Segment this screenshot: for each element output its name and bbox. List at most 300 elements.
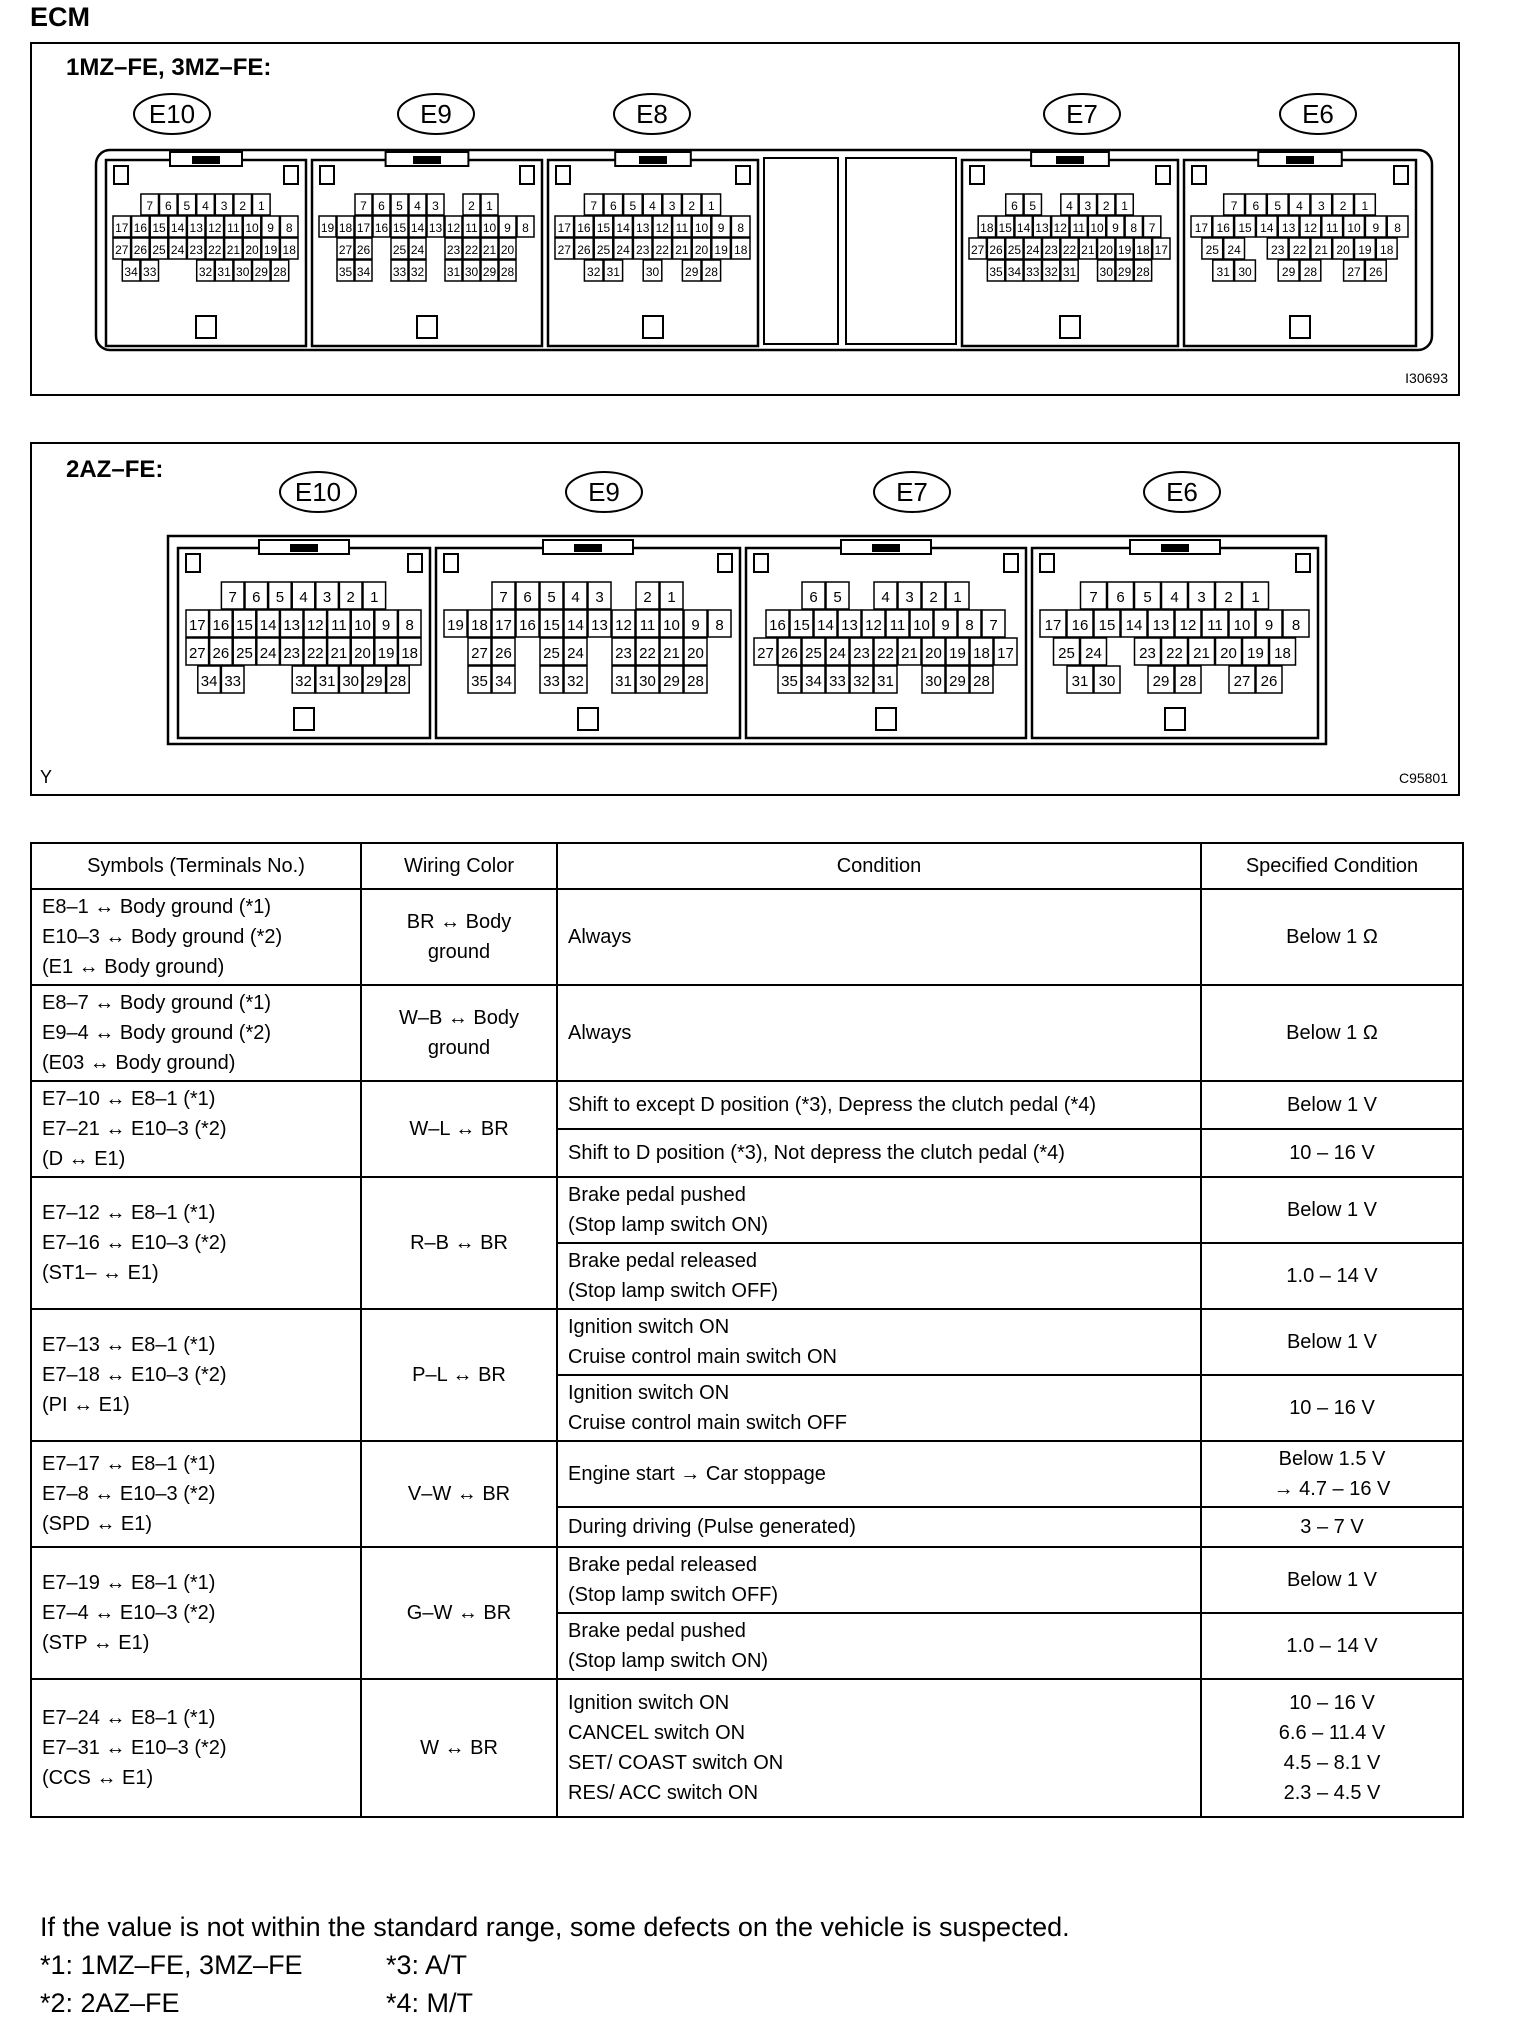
pin-number: 3: [668, 198, 676, 213]
pin-number: 16: [1071, 617, 1089, 635]
pin-number: 13: [1035, 220, 1049, 235]
pin-number: 27: [757, 645, 774, 663]
pin-number: 25: [1205, 242, 1219, 257]
condition-text: Ignition switch ON: [568, 1382, 730, 1404]
connector-panel-2az: [30, 442, 1460, 796]
condition-cell: [557, 1243, 1201, 1309]
pin-number: 20: [245, 242, 259, 257]
column-header: Symbols (Terminals No.): [31, 843, 361, 889]
specified-value: 4.5 – 8.1 V: [1283, 1752, 1381, 1774]
pin-number: 3: [432, 198, 439, 213]
pin-number: 33: [143, 264, 157, 279]
pin-number: 22: [464, 242, 479, 257]
pin-number: 22: [1166, 645, 1183, 663]
pin-number: 1: [707, 198, 715, 213]
terminal-symbols-cell: [31, 1547, 361, 1679]
pin-number: 12: [446, 220, 461, 235]
pin-number: 19: [1247, 645, 1264, 663]
wiring-color-cell: [361, 1309, 557, 1441]
pin-number: 2: [468, 198, 475, 213]
wiring-color-cell: [361, 889, 557, 985]
pin-number: 8: [715, 617, 724, 635]
condition-text: Ignition switch ON: [568, 1692, 730, 1714]
connector-e6: [1032, 540, 1318, 738]
pin-number: 12: [1053, 220, 1067, 235]
pin-number: 23: [853, 645, 870, 663]
condition-text: SET/ COAST switch ON: [568, 1752, 784, 1774]
pin-number: 15: [596, 220, 611, 235]
pin-number: 34: [805, 673, 822, 691]
pin-number: 28: [704, 264, 718, 279]
pin-number: 23: [1044, 242, 1058, 257]
pin-number: 25: [805, 645, 822, 663]
pin-number: 17: [1044, 617, 1062, 635]
pin-number: 23: [189, 242, 203, 257]
pin-number: 14: [817, 617, 834, 635]
terminal-symbol: (SPD ↔ E1): [42, 1513, 153, 1535]
pin-number: 7: [590, 198, 598, 213]
pin-number: 19: [949, 645, 966, 663]
specified-value: Below 1 Ω: [1286, 1022, 1378, 1044]
pin-number: 25: [236, 645, 253, 663]
condition-text: Brake pedal pushed: [568, 1620, 746, 1642]
connector-keyway: [643, 316, 663, 338]
connector-label: E10: [294, 477, 342, 507]
pin-number: 25: [543, 645, 560, 663]
pin-number: 11: [675, 220, 689, 235]
condition-cell: [557, 1177, 1201, 1243]
specified-condition-cell: [1201, 889, 1463, 985]
pin-number: 10: [482, 220, 497, 235]
pin-number: 32: [587, 264, 601, 279]
wiring-color: BR ↔ Body: [406, 911, 512, 933]
condition-text: During driving (Pulse generated): [568, 1516, 856, 1538]
pin-number: 27: [471, 645, 488, 663]
pin-number: 25: [1058, 645, 1075, 663]
connector-latch-tab: [192, 156, 220, 164]
terminal-symbol: E7–12 ↔ E8–1 (*1): [42, 1202, 216, 1224]
pin-number: 26: [1369, 264, 1383, 279]
pin-number: 13: [1281, 220, 1296, 235]
pin-number: 16: [519, 617, 536, 635]
pin-number: 21: [330, 645, 348, 663]
wiring-color: V–W ↔ BR: [407, 1483, 511, 1505]
pin-number: 29: [365, 673, 383, 691]
pin-number: 11: [1072, 220, 1085, 235]
terminal-symbol: (PI ↔ E1): [42, 1394, 130, 1416]
pin-number: 11: [331, 617, 347, 635]
pin-number: 23: [636, 242, 650, 257]
pin-number: 24: [829, 645, 846, 663]
pin-number: 9: [1112, 220, 1119, 235]
pin-number: 10: [354, 617, 371, 635]
terminal-symbol: E7–31 ↔ E10–3 (*2): [42, 1737, 227, 1759]
pin-number: 9: [941, 617, 950, 635]
terminal-symbols-cell: [31, 985, 361, 1081]
condition-text: Brake pedal released: [568, 1554, 758, 1576]
specified-value: 6.6 – 11.4 V: [1278, 1722, 1386, 1744]
column-header: Specified Condition: [1201, 843, 1463, 889]
table-row: [31, 1309, 1463, 1375]
connector-label: E10: [148, 99, 196, 129]
pin-number: 33: [829, 673, 846, 691]
connector-keyway: [1290, 316, 1310, 338]
pin-number: 25: [392, 242, 407, 257]
table-row: [31, 1177, 1463, 1243]
pin-number: 30: [925, 673, 942, 691]
pin-number: 34: [1007, 264, 1022, 279]
footnote: *2: 2AZ–FE: [40, 1988, 180, 2018]
pin-number: 24: [1026, 242, 1040, 257]
pin-number: 28: [500, 264, 515, 279]
pin-number: 30: [639, 673, 656, 691]
terminal-symbol: E7–8 ↔ E10–3 (*2): [42, 1483, 216, 1505]
terminal-symbol: E7–13 ↔ E8–1 (*1): [42, 1334, 216, 1356]
pin-number: 16: [133, 220, 148, 235]
pin-number: 24: [616, 242, 630, 257]
wiring-color: G–W ↔ BR: [406, 1602, 512, 1624]
pin-number: 23: [1139, 645, 1156, 663]
specified-value: 10 – 16 V: [1289, 1397, 1375, 1419]
table-row: [31, 1081, 1463, 1129]
pin-number: 9: [267, 220, 274, 235]
pin-number: 30: [1238, 264, 1252, 279]
pin-number: 3: [220, 198, 228, 213]
connector-label: E6: [1166, 477, 1198, 507]
terminal-symbol: E8–7 ↔ Body ground (*1): [42, 992, 272, 1014]
pin-number: 22: [208, 242, 222, 257]
pin-number: 17: [115, 220, 129, 235]
pin-number: 7: [1230, 198, 1238, 213]
pin-number: 9: [504, 220, 511, 235]
pin-number: 16: [374, 220, 389, 235]
pin-number: 11: [1325, 220, 1339, 235]
specified-value: 1.0 – 14 V: [1286, 1635, 1378, 1657]
condition-cell: [557, 1441, 1201, 1507]
connector-e9: [312, 152, 542, 346]
terminal-symbol: E10–3 ↔ Body ground (*2): [42, 926, 283, 948]
pin-number: 10: [663, 617, 680, 635]
pin-number: 18: [980, 220, 994, 235]
footer-note: If the value is not within the standard range, some defects on the vehicle is suspected.: [40, 1912, 1070, 1942]
pin-number: 12: [208, 220, 222, 235]
specified-value: 1.0 – 14 V: [1286, 1265, 1378, 1287]
pin-number: 6: [1252, 198, 1260, 213]
connector-latch-tab: [639, 156, 667, 164]
pin-number: 27: [188, 645, 206, 663]
panel-title: 1MZ–FE, 3MZ–FE:: [66, 54, 272, 81]
connector-notch: [284, 166, 298, 184]
pin-number: 9: [717, 220, 725, 235]
connector-notch: [970, 166, 984, 184]
pin-number: 30: [342, 673, 360, 691]
connector-notch: [718, 554, 732, 572]
pin-number: 15: [543, 617, 560, 635]
pin-number: 5: [275, 589, 285, 607]
pin-number: 18: [471, 617, 488, 635]
pin-number: 21: [663, 645, 680, 663]
pin-number: 27: [115, 242, 129, 257]
condition-text: Brake pedal pushed: [568, 1184, 746, 1206]
pin-number: 15: [392, 220, 407, 235]
pin-number: 32: [198, 264, 213, 279]
pin-number: 27: [1233, 673, 1251, 691]
connector-e10: [178, 540, 430, 738]
pin-number: 18: [338, 220, 353, 235]
connector-latch-tab: [574, 544, 602, 552]
specified-value: Below 1 V: [1286, 1569, 1378, 1591]
pin-number: 12: [1303, 220, 1318, 235]
wiring-color: W ↔ BR: [420, 1737, 498, 1759]
condition-cell: [557, 1547, 1201, 1613]
condition-text: Always: [568, 926, 632, 948]
pin-number: 7: [989, 617, 998, 635]
terminal-symbols-cell: [31, 1177, 361, 1309]
connector-label: E9: [588, 477, 620, 507]
connector-notch: [1004, 554, 1018, 572]
pin-number: 10: [1347, 220, 1361, 235]
pin-number: 35: [338, 264, 353, 279]
pin-number: 33: [543, 673, 560, 691]
connector-label: E7: [896, 477, 928, 507]
pin-number: 1: [953, 589, 962, 607]
pin-number: 30: [464, 264, 479, 279]
connector-latch-tab: [1056, 156, 1084, 164]
pin-number: 15: [152, 220, 166, 235]
specified-condition-cell: [1201, 1177, 1463, 1243]
pin-number: 4: [202, 198, 209, 213]
pin-number: 29: [482, 264, 497, 279]
condition-text: (Stop lamp switch OFF): [568, 1280, 779, 1302]
pin-number: 20: [1220, 645, 1237, 663]
pin-number: 4: [299, 589, 308, 607]
condition-text: (Stop lamp switch ON): [568, 1214, 769, 1236]
condition-cell: [557, 985, 1201, 1081]
pin-number: 3: [1317, 198, 1325, 213]
pin-number: 4: [1170, 589, 1179, 607]
terminal-symbol: E7–4 ↔ E10–3 (*2): [42, 1602, 216, 1624]
specified-condition-cell: [1201, 1679, 1463, 1817]
pin-number: 19: [1358, 242, 1372, 257]
pin-number: 21: [482, 242, 497, 257]
pin-number: 6: [378, 198, 385, 213]
pin-number: 4: [414, 198, 421, 213]
pin-number: 13: [591, 617, 608, 635]
pin-number: 22: [1062, 242, 1077, 257]
pin-number: 18: [1274, 645, 1291, 663]
pin-number: 7: [499, 589, 508, 607]
table-row: [31, 985, 1463, 1081]
pin-number: 22: [1292, 242, 1307, 257]
pin-number: 15: [998, 220, 1012, 235]
pin-number: 10: [694, 220, 709, 235]
pin-number: 10: [245, 220, 259, 235]
pin-number: 14: [170, 220, 185, 235]
condition-text: RES/ ACC switch ON: [568, 1782, 759, 1804]
column-header: Wiring Color: [361, 843, 557, 889]
connector-diagram: [32, 44, 1462, 398]
pin-number: 6: [523, 589, 532, 607]
pin-number: 6: [809, 589, 818, 607]
terminal-symbol: E7–18 ↔ E10–3 (*2): [42, 1364, 227, 1386]
pin-number: 10: [1090, 220, 1104, 235]
pin-number: 19: [377, 645, 395, 663]
pin-number: 20: [687, 645, 704, 663]
pin-number: 24: [170, 242, 185, 257]
specified-condition-cell: [1201, 1547, 1463, 1613]
specified-condition-cell: [1201, 1507, 1463, 1547]
pin-number: 27: [1347, 264, 1361, 279]
pin-number: 24: [1227, 242, 1241, 257]
connector-notch: [444, 554, 458, 572]
pin-number: 1: [667, 589, 676, 607]
connector-notch: [186, 554, 200, 572]
pin-number: 4: [571, 589, 580, 607]
pin-number: 11: [465, 220, 478, 235]
pin-number: 32: [410, 264, 425, 279]
pin-number: 17: [1154, 242, 1168, 257]
connector-panel-1mz-3mz: [30, 42, 1460, 396]
wiring-color-cell: [361, 1547, 557, 1679]
terminal-symbol: E7–16 ↔ E10–3 (*2): [42, 1232, 227, 1254]
pin-number: 28: [687, 673, 704, 691]
pin-number: 33: [392, 264, 407, 279]
pin-number: 21: [901, 645, 918, 663]
pin-number: 3: [905, 589, 914, 607]
connector-notch: [1156, 166, 1170, 184]
table-row: [31, 1679, 1463, 1817]
connector-keyway: [876, 708, 896, 730]
pin-number: 31: [446, 264, 461, 279]
pin-number: 13: [636, 220, 650, 235]
pin-number: 13: [283, 617, 301, 635]
pin-number: 21: [1314, 242, 1328, 257]
specified-condition-cell: [1201, 1613, 1463, 1679]
wiring-color: ground: [427, 1037, 491, 1059]
connector-latch-tab: [413, 156, 441, 164]
connector-e9: [436, 540, 740, 738]
pin-number: 5: [547, 589, 556, 607]
pin-number: 1: [1361, 198, 1369, 213]
pin-number: 11: [1207, 617, 1223, 635]
pin-number: 6: [1116, 589, 1125, 607]
connector-keyway: [196, 316, 216, 338]
pin-number: 30: [1099, 264, 1113, 279]
pin-number: 25: [1007, 242, 1022, 257]
pin-number: 18: [734, 242, 748, 257]
condition-text: Ignition switch ON: [568, 1316, 730, 1338]
pin-number: 35: [781, 673, 798, 691]
pin-number: 31: [606, 264, 620, 279]
pin-number: 8: [522, 220, 529, 235]
footnote: *3: A/T: [386, 1950, 468, 1980]
connector-notch: [1040, 554, 1054, 572]
pin-number: 21: [675, 242, 689, 257]
specified-condition-cell: [1201, 1309, 1463, 1375]
pin-number: 22: [877, 645, 894, 663]
pin-number: 9: [1264, 617, 1274, 635]
pin-number: 3: [1197, 589, 1206, 607]
terminal-symbols-cell: [31, 1679, 361, 1817]
condition-text: Shift to D position (*3), Not depress the clutch pedal (*4): [568, 1142, 1065, 1164]
condition-cell: [557, 1679, 1201, 1817]
terminal-symbol: (STP ↔ E1): [42, 1632, 150, 1654]
pin-number: 31: [318, 673, 336, 691]
pin-number: 14: [1260, 220, 1274, 235]
table-row: [31, 1441, 1463, 1507]
connector-notch: [556, 166, 570, 184]
pin-number: 1: [486, 198, 493, 213]
pin-number: 29: [1281, 264, 1296, 279]
connector-notch: [408, 554, 422, 572]
condition-text: (Stop lamp switch ON): [568, 1650, 769, 1672]
pin-number: 29: [1152, 673, 1170, 691]
condition-cell: [557, 1309, 1201, 1375]
pin-number: 2: [643, 589, 652, 607]
pin-number: 13: [841, 617, 858, 635]
pin-number: 11: [639, 617, 656, 635]
specified-condition-cell: [1201, 1243, 1463, 1309]
pin-number: 1: [370, 589, 379, 607]
pin-number: 18: [973, 645, 990, 663]
pin-number: 22: [655, 242, 669, 257]
pin-number: 14: [1125, 617, 1143, 635]
pin-number: 28: [1179, 673, 1197, 691]
pin-number: 23: [283, 645, 301, 663]
connector-label: E7: [1066, 99, 1098, 129]
condition-text: Shift to except D position (*3), Depress the clutch pedal (*4): [568, 1094, 1097, 1116]
specified-value: → 4.7 – 16 V: [1273, 1478, 1391, 1500]
connector-notch: [320, 166, 334, 184]
specified-value: 2.3 – 4.5 V: [1283, 1782, 1381, 1804]
connector-e7: [962, 152, 1178, 346]
table-row: [31, 889, 1463, 985]
pin-number: 18: [282, 242, 296, 257]
pin-number: 2: [1224, 589, 1233, 607]
pin-number: 18: [1380, 242, 1394, 257]
pin-number: 9: [381, 617, 391, 635]
terminal-symbol: E9–4 ↔ Body ground (*2): [42, 1022, 272, 1044]
pin-number: 8: [1394, 220, 1401, 235]
pin-number: 23: [1271, 242, 1285, 257]
pin-number: 34: [495, 673, 512, 691]
footnote: *4: M/T: [386, 1988, 474, 2018]
pin-number: 21: [226, 242, 241, 257]
corner-mark: Y: [40, 767, 53, 787]
pin-number: 4: [1066, 198, 1073, 213]
pin-number: 12: [615, 617, 632, 635]
pin-number: 17: [997, 645, 1014, 663]
pin-number: 17: [1194, 220, 1209, 235]
pin-number: 4: [649, 198, 656, 213]
pin-number: 14: [616, 220, 630, 235]
pin-number: 21: [1193, 645, 1210, 663]
pin-number: 5: [1029, 198, 1037, 213]
connector-notch: [520, 166, 534, 184]
pin-number: 33: [224, 673, 242, 691]
pin-number: 30: [645, 264, 660, 279]
panel-title: 2AZ–FE:: [66, 456, 164, 483]
pin-number: 8: [1130, 220, 1138, 235]
pin-number: 31: [1062, 264, 1077, 279]
pin-number: 1: [257, 198, 265, 213]
pin-number: 23: [615, 645, 632, 663]
pin-number: 8: [1291, 617, 1301, 635]
pin-number: 5: [396, 198, 403, 213]
pin-number: 29: [1117, 264, 1132, 279]
pin-number: 15: [793, 617, 810, 635]
pin-number: 26: [577, 242, 591, 257]
